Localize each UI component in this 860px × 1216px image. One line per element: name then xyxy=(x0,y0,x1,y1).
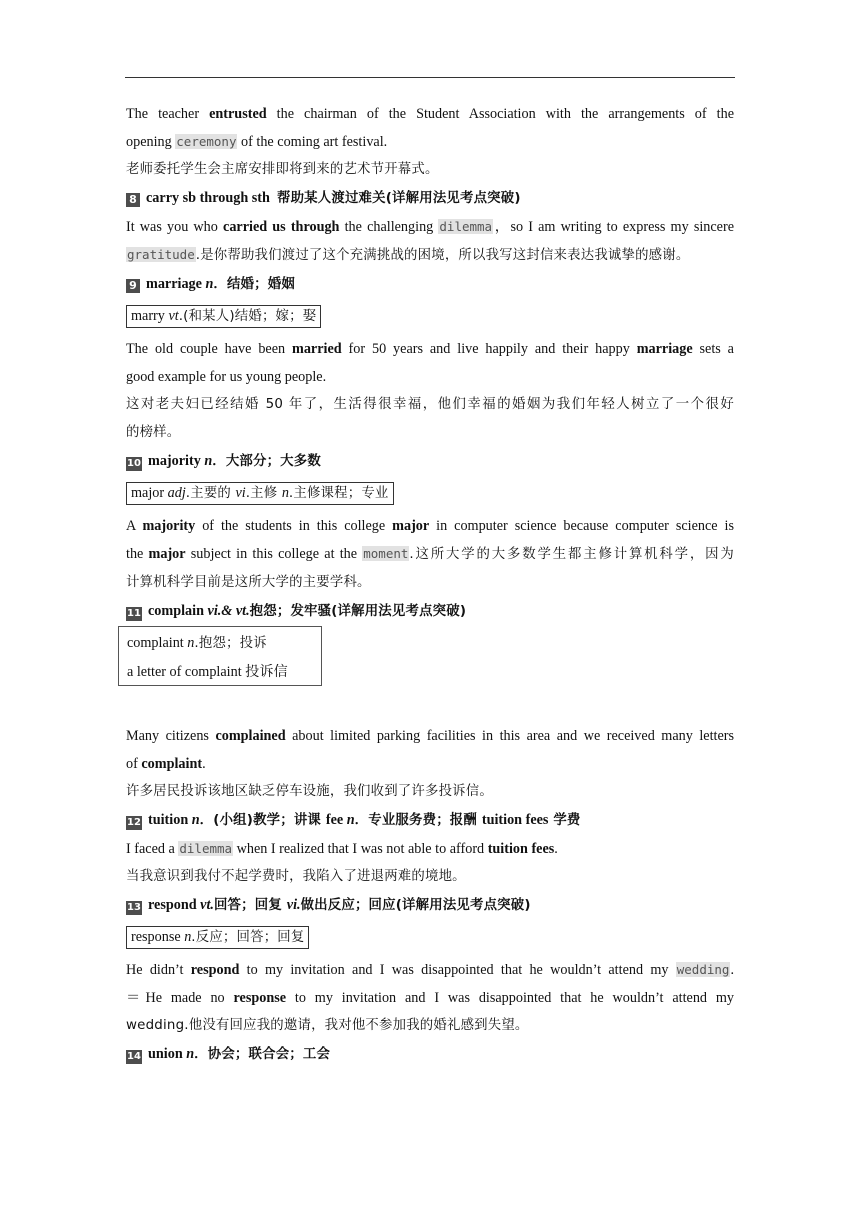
related-word-box xyxy=(118,626,322,686)
example-sentence-cont: gratitude.是你帮助我们渡过了这个充满挑战的困境，所以我写这封信来表达我诚挚的感谢。 xyxy=(127,247,690,263)
example-sentence: I faced a dilemma when I realized that I was not able to afford tuition fees. xyxy=(126,841,558,857)
entry-number-badge: 8 xyxy=(126,193,140,207)
highlighted-word: moment xyxy=(363,546,409,561)
entry-number-badge: 12 xyxy=(127,817,141,828)
entry-heading-13: 13 respond vt.回答；回复 vi.做出反应；回应(详解用法见考点突破) xyxy=(127,897,531,913)
example-sentence: The old couple have been married for 50 years and live happily and their happy marriage sets a xyxy=(126,341,734,357)
entry-number-badge: 10 xyxy=(127,458,141,469)
highlighted-word: dilemma xyxy=(179,841,233,856)
highlighted-word: gratitude xyxy=(127,247,195,262)
chinese-translation: 老师委托学生会主席安排即将到来的艺术节开幕式。 xyxy=(126,162,439,177)
document-body xyxy=(126,100,734,1069)
entry-number-badge: 14 xyxy=(127,1051,141,1062)
chinese-translation-cont: 的榜样。 xyxy=(126,425,181,440)
chinese-translation: 这对老夫妇已经结婚 50 年了，生活得很幸福，他们幸福的婚姻为我们年轻人树立了一个很好 xyxy=(126,397,734,412)
related-word-box: response n.反应；回答；回复 xyxy=(126,920,734,950)
example-sentence-cont: of complaint. xyxy=(126,756,206,772)
example-sentence: It was you who carried us through the challenging dilemma，so I am writing to express my sincere xyxy=(126,219,734,235)
example-sentence: Many citizens complained about limited parking facilities in this area and we received many letters xyxy=(126,728,734,744)
related-word-box: marry vt.(和某人)结婚；嫁；娶 xyxy=(126,299,734,329)
entry-number-badge: 13 xyxy=(127,902,141,913)
highlighted-word: wedding xyxy=(676,962,730,977)
example-sentence-cont: the major subject in this college at the moment.这所大学的大多数学生都主修计算机科学，因为 xyxy=(126,546,735,562)
example-sentence-cont: good example for us young people. xyxy=(126,369,327,385)
entry-heading-9: 9 marriage n．结婚；婚姻 xyxy=(126,270,734,299)
entry-heading-14: 14 union n．协会；联合会；工会 xyxy=(127,1046,331,1062)
related-word-box: major adj.主要的 vi.主修 n.主修课程；专业 xyxy=(126,476,734,506)
entry-heading-8: 8 carry sb through sth 帮助某人渡过难关(详解用法见考点突破) xyxy=(126,184,734,213)
example-sentence-cont: ＝He made no response to my invitation and I was disappointed that he wouldn’t attend my xyxy=(126,990,734,1006)
box-row-complaint: complaint n.抱怨；投诉 xyxy=(127,635,267,651)
chinese-translation: 计算机科学目前是这所大学的主要学科。 xyxy=(126,575,371,590)
example-sentence: The teacher entrusted the chairman of the Student Association with the arrangements of the xyxy=(126,106,734,122)
entry-number-badge: 11 xyxy=(127,608,141,619)
entry-heading-10: 10 majority n．大部分；大多数 xyxy=(127,453,321,469)
entry-heading-12: 12 tuition n．(小组)教学；讲课 fee n．专业服务费；报酬 tuition fees 学费 xyxy=(127,812,581,828)
example-sentence: A majority of the students in this college major in computer science because computer science is xyxy=(126,518,734,534)
header-rule xyxy=(125,77,735,78)
example-sentence-cont: opening ceremony of the coming art festival. xyxy=(126,134,388,150)
highlighted-word: dilemma xyxy=(439,219,493,234)
example-sentence: He didn’t respond to my invitation and I was disappointed that he wouldn’t attend my wedding. xyxy=(126,962,734,978)
entry-number-badge: 9 xyxy=(126,279,140,293)
box-row-letter: a letter of complaint 投诉信 xyxy=(127,664,288,680)
highlighted-word: ceremony xyxy=(176,134,237,149)
entry-heading-11: 11 complain vi.& vt.抱怨；发牢骚(详解用法见考点突破) xyxy=(127,603,467,619)
example-sentence-end: wedding.他没有回应我的邀请，我对他不参加我的婚礼感到失望。 xyxy=(126,1018,529,1033)
chinese-translation: 许多居民投诉该地区缺乏停车设施，我们收到了许多投诉信。 xyxy=(126,784,493,799)
chinese-translation: 当我意识到我付不起学费时，我陷入了进退两难的境地。 xyxy=(126,869,466,884)
